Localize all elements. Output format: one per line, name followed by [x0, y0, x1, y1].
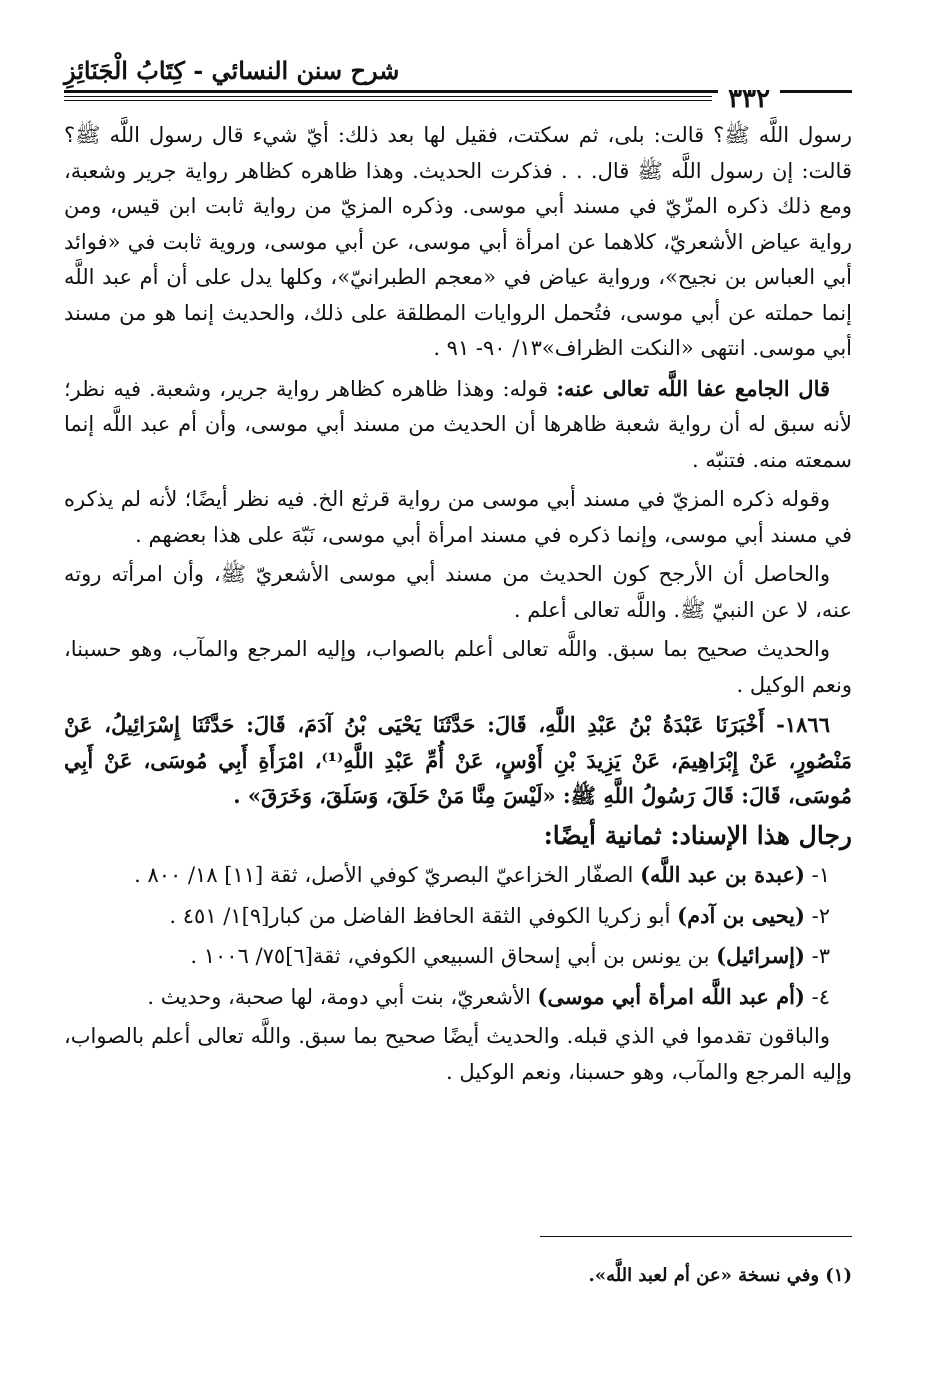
- narrator-item: ٤- (أم عبد اللَّه امرأة أبي موسى) الأشعريّ، بنت أبي دومة، لها صحبة، وحديث .: [147, 983, 830, 1009]
- author-comment-text: قوله: وهذا ظاهره كظاهر رواية جرير، وشعبة. فيه نظر؛ لأنه سبق له أن رواية شعبة ظاهرها أن الحديث من مسند أبي موسى، وأن أم عبد اللَّه إنما سمعته منه. فتنبّه .: [64, 376, 852, 472]
- paragraph-conclusion: والحاصل أن الأرجح كون الحديث من مسند أبي موسى الأشعريّ ﷺ، وأن امرأته روته عنه، لا عن النبيّ ﷺ. واللَّه تعالى أعلم .: [64, 562, 852, 622]
- running-title: شرح سنن النسائي - كِتَابُ الْجَنَائِزِ: [64, 56, 400, 85]
- footnote: (١) وفي نسخة «عن أم لعبد اللَّه».: [588, 1265, 852, 1286]
- narrator-item: ٢- (يحيى بن آدم) أبو زكريا الكوفي الثقة الحافظ الفاضل من كبار[٩]١/ ٤٥١ .: [169, 902, 830, 928]
- paragraph-grading: والحديث صحيح بما سبق. واللَّه تعالى أعلم بالصواب، وإليه المرجع والمآب، وهو حسبنا، ونعم الوكيل .: [64, 637, 852, 697]
- narrator-name: (يحيى بن آدم): [677, 902, 805, 928]
- paragraph-closing: والباقون تقدموا في الذي قبله. والحديث أيضًا صحيح بما سبق. واللَّه تعالى أعلم بالصواب، وإليه المرجع والمآب، وهو حسبنا، ونعم الوكيل .: [64, 1024, 852, 1084]
- narrator-name: (أم عبد اللَّه امرأة أبي موسى): [537, 983, 805, 1009]
- header-rule-thin: [64, 96, 712, 97]
- hadith-text: ١٨٦٦- أَخْبَرَنَا عَبْدَةُ بْنُ عَبْدِ اللَّهِ، قَالَ: حَدَّثَنَا يَحْيَى بْنُ آدَمَ، قَالَ: حَدَّثَنَا إِسْرَائِيلُ، عَنْ مَنْصُورٍ، عَنْ إِبْرَاهِيمَ، عَنْ يَزِيدَ بْنِ أَوْسٍ، عَنْ أُمِّ عَبْدِ اللَّهِ⁽¹⁾، امْرَأَةِ أَبِي مُوسَى، عَنْ أَبِي مُوسَى، قَالَ: قَالَ رَسُولُ اللَّهِ ﷺ: «لَيْسَ مِنَّا مَنْ حَلَقَ، وَسَلَقَ، وَخَرَقَ» .: [64, 712, 853, 808]
- page-number: ٣٣٢: [718, 84, 780, 114]
- narrator-item: ٣- (إسرائيل) بن يونس بن أبي إسحاق السبيعي الكوفي، ثقة[٦]٧٥/ ١٠٠٦ .: [190, 943, 830, 968]
- author-lead: قال الجامع عفا اللَّه تعالى عنه:: [556, 375, 831, 401]
- paragraph-quote: رسول اللَّه ﷺ؟ قالت: بلى، ثم سكتت، فقيل لها بعد ذلك: أيّ شيء قال رسول اللَّه ﷺ؟ قالت: إن رسول اللَّه ﷺ قال. . . فذكرت الحديث. وهذا ظاهره كظاهر رواية جرير وشعبة، ومع ذلك ذكره المزّيّ في مسند أبي موسى. وذكره المزيّ من رواية ثابت ابن قيس، ومن رواية عياض الأشعريّ، كلاهما عن امرأة أبي موسى، عن أبي موسى، وروية ثابت في «فوائد أبي العباس بن نجيح»، ورواية عياض في «معجم الطبرانيّ»، وكلها يدل على أن أم عبد اللَّه إنما حملته عن أبي موسى، فتُحمل الروايات المطلقة على ذلك، والحديث إنما هو من مسند أبي موسى. انتهى «النكت الظراف»١٣/ ٩٠- ٩١ .: [64, 123, 852, 360]
- footnote-divider: [540, 1236, 852, 1237]
- paragraph-note-mizzi: وقوله ذكره المزيّ في مسند أبي موسى من رواية قرثع الخ. فيه نظر أيضًا؛ لأنه لم يذكره في مسند أبي موسى، وإنما ذكره في مسند امرأة أبي موسى، نَبّهَ على هذا بعضهم .: [64, 487, 852, 547]
- narrator-name: (إسرائيل): [716, 943, 805, 968]
- page-header: [64, 52, 852, 114]
- narrator-name: (عبدة بن عبد اللَّه): [640, 862, 805, 887]
- main-text: [64, 118, 852, 1094]
- paragraph-author-comment: [64, 371, 852, 479]
- header-rule-thin-2: [64, 100, 712, 101]
- section-heading: رجال هذا الإسناد: ثمانية أيضًا:: [543, 820, 852, 850]
- narrator-item: ١- (عبدة بن عبد اللَّه) الصفّار الخزاعيّ البصريّ كوفي الأصل، ثقة [١١] ١٨/ ٨٠٠ .: [134, 862, 830, 887]
